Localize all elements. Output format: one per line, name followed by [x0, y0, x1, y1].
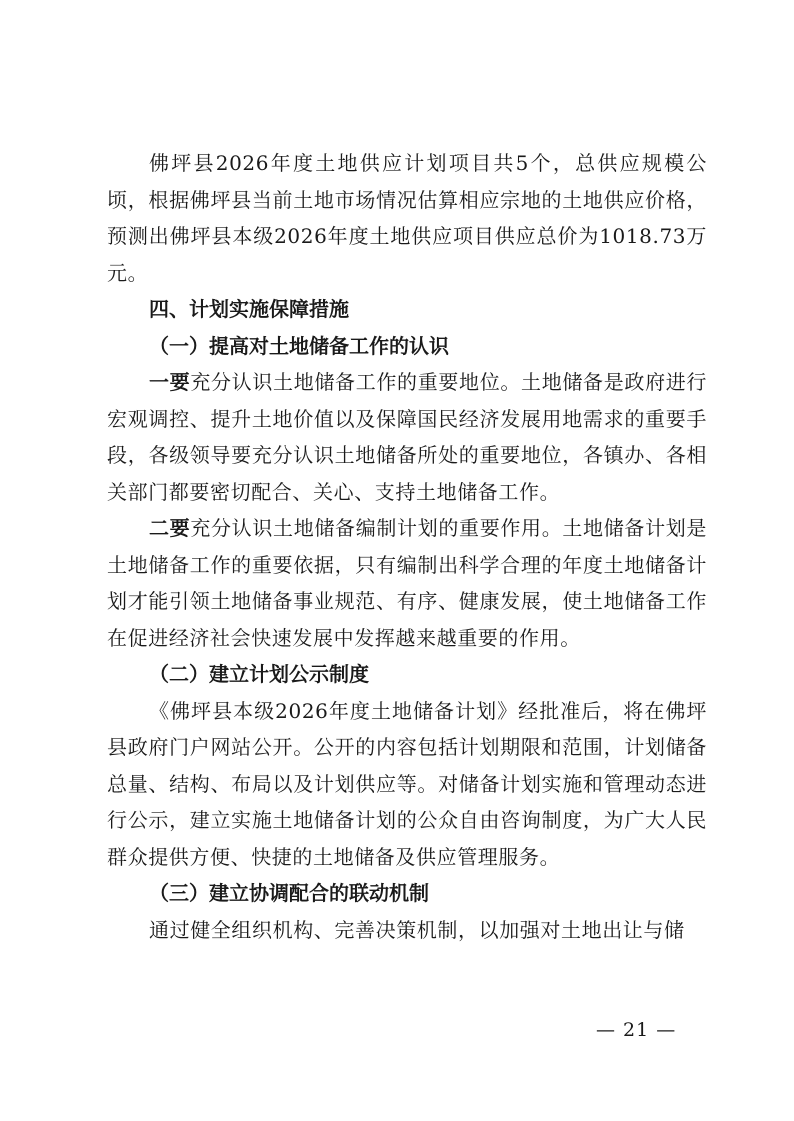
lead-text-second: 二要 [149, 516, 191, 540]
paragraph-publicity: 《佛坪县本级2026年度土地储备计划》经批准后，将在佛坪县政府门户网站公开。公开的内容包括计划期限和范围，计划储备总量、结构、布局以及计划供应等。对储备计划实施和管理动态进行公示，建立实施土地储备计划的公众自由咨询制度，为广大人民群众提供方便、快捷的土地储备及供应管理服务。 [107, 698, 707, 869]
page-number: — 21 — [596, 1019, 677, 1041]
subheading-2: （二）建立计划公示制度 [149, 662, 369, 686]
document-body [107, 145, 707, 948]
paragraph-supply-plan: 佛坪县2026年度土地供应计划项目共5个，总供应规模公顷，根据佛坪县当前土地市场情况估算相应宗地的土地供应价格，预测出佛坪县本级2026年度土地供应项目供应总价为1018.73万元。 [107, 151, 707, 285]
paragraph-first-requirement [107, 364, 707, 510]
paragraph-text-first: 充分认识土地储备工作的重要地位。土地储备是政府进行宏观调控、提升土地价值以及保障国民经济发展用地需求的重要手段，各级领导要充分认识土地储备所处的重要地位，各镇办、各相关部门都要密切配合、关心、支持土地储备工作。 [107, 370, 708, 504]
subheading-1: （一）提高对土地储备工作的认识 [149, 333, 449, 358]
paragraph-text-second: 充分认识土地储备编制计划的重要作用。土地储备计划是土地储备工作的重要依据，只有编制出科学合理的年度土地储备计划才能引领土地储备事业规范、有序、健康发展，使土地储备工作在促进经济社会快速发展中发挥越来越重要的作用。 [107, 516, 708, 650]
paragraph-coordination: 通过健全组织机构、完善决策机制，以加强对土地出让与储 [149, 917, 685, 942]
paragraph-second-requirement [107, 510, 707, 656]
subheading-3: （三）建立协调配合的联动机制 [149, 881, 429, 905]
lead-text-first: 一要 [149, 370, 191, 394]
section-heading-4: 四、计划实施保障措施 [149, 297, 349, 321]
